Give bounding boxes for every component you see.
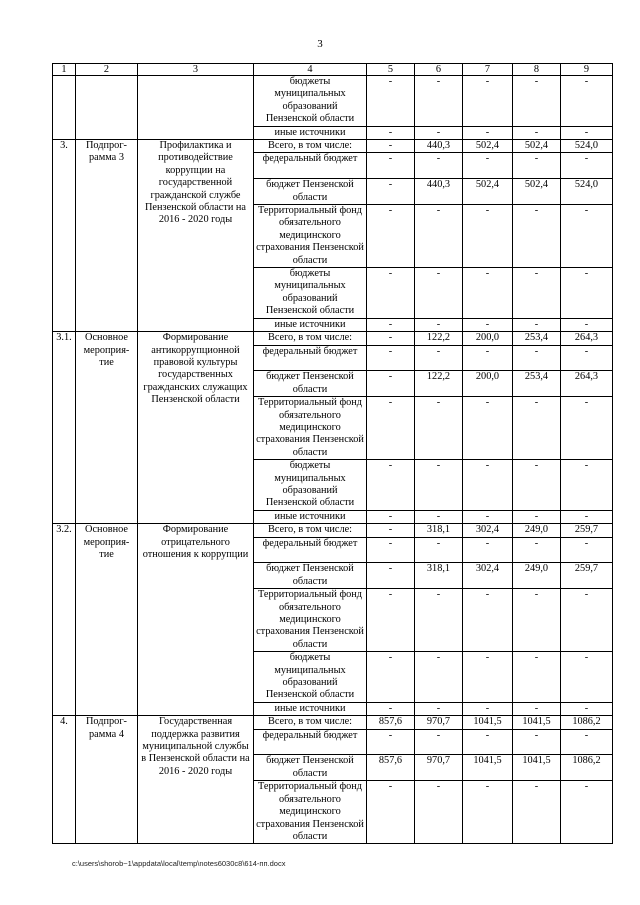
amount-cell: 253,4 bbox=[513, 332, 561, 345]
amount-cell: - bbox=[463, 589, 513, 652]
amount-cell: 502,4 bbox=[463, 179, 513, 205]
amount-cell: - bbox=[513, 153, 561, 179]
funding-source-cell: Всего, в том числе: bbox=[254, 332, 367, 345]
budget-table bbox=[52, 63, 613, 844]
funding-source-cell: бюджет Пензенской области bbox=[254, 371, 367, 397]
amount-cell: - bbox=[513, 345, 561, 371]
amount-cell: - bbox=[513, 268, 561, 319]
amount-cell: - bbox=[463, 397, 513, 460]
item-number-cell bbox=[53, 76, 76, 140]
table-row bbox=[53, 716, 613, 729]
amount-cell: - bbox=[415, 345, 463, 371]
amount-cell: - bbox=[463, 702, 513, 715]
funding-source-cell: федеральный бюджет bbox=[254, 153, 367, 179]
amount-cell: - bbox=[561, 318, 613, 331]
amount-cell: 857,6 bbox=[367, 716, 415, 729]
amount-cell: 318,1 bbox=[415, 563, 463, 589]
table-header-row bbox=[53, 64, 613, 76]
amount-cell: - bbox=[513, 76, 561, 127]
item-type-cell: Подпрог-рамма 3 bbox=[76, 140, 138, 332]
amount-cell: - bbox=[415, 510, 463, 523]
amount-cell: 253,4 bbox=[513, 371, 561, 397]
amount-cell: 264,3 bbox=[561, 371, 613, 397]
amount-cell: 122,2 bbox=[415, 371, 463, 397]
amount-cell: 970,7 bbox=[415, 755, 463, 781]
file-path-footer: c:\users\shorob~1\appdata\local\temp\notes6030c8\614-пп.docx bbox=[72, 859, 286, 868]
amount-cell: 502,4 bbox=[513, 179, 561, 205]
table-row bbox=[53, 524, 613, 537]
amount-cell: - bbox=[367, 589, 415, 652]
amount-cell: 264,3 bbox=[561, 332, 613, 345]
amount-cell: - bbox=[561, 702, 613, 715]
item-type-cell: Подпрог-рамма 4 bbox=[76, 716, 138, 844]
amount-cell: - bbox=[513, 460, 561, 511]
column-header: 5 bbox=[367, 64, 415, 76]
amount-cell: - bbox=[367, 76, 415, 127]
amount-cell: 302,4 bbox=[463, 563, 513, 589]
amount-cell: - bbox=[513, 318, 561, 331]
amount-cell: - bbox=[367, 729, 415, 755]
amount-cell: 502,4 bbox=[513, 140, 561, 153]
amount-cell: - bbox=[463, 345, 513, 371]
amount-cell: 524,0 bbox=[561, 179, 613, 205]
amount-cell: - bbox=[561, 153, 613, 179]
amount-cell: - bbox=[415, 652, 463, 703]
amount-cell: - bbox=[367, 702, 415, 715]
funding-source-cell: бюджеты муниципальных образований Пензенской области bbox=[254, 460, 367, 511]
amount-cell: - bbox=[367, 397, 415, 460]
amount-cell: - bbox=[513, 781, 561, 844]
funding-source-cell: иные источники bbox=[254, 702, 367, 715]
amount-cell: 857,6 bbox=[367, 755, 415, 781]
amount-cell: - bbox=[463, 153, 513, 179]
amount-cell: - bbox=[463, 205, 513, 268]
item-description-cell: Профилактика и противодействие коррупции на государственной гражданской службе Пензенской области на 2016 - 2020 годы bbox=[138, 140, 254, 332]
amount-cell: - bbox=[561, 729, 613, 755]
item-type-cell: Основное мероприя-тие bbox=[76, 524, 138, 716]
item-description-cell: Формирование отрицательного отношения к коррупции bbox=[138, 524, 254, 716]
amount-cell: 259,7 bbox=[561, 524, 613, 537]
table-row bbox=[53, 140, 613, 153]
amount-cell: 122,2 bbox=[415, 332, 463, 345]
amount-cell: - bbox=[367, 524, 415, 537]
table-body bbox=[53, 64, 613, 844]
amount-cell: - bbox=[367, 537, 415, 563]
funding-source-cell: бюджет Пензенской области bbox=[254, 755, 367, 781]
column-header: 9 bbox=[561, 64, 613, 76]
amount-cell: 1041,5 bbox=[513, 755, 561, 781]
amount-cell: 200,0 bbox=[463, 371, 513, 397]
funding-source-cell: иные источники bbox=[254, 126, 367, 139]
amount-cell: - bbox=[415, 318, 463, 331]
amount-cell: - bbox=[561, 76, 613, 127]
amount-cell: - bbox=[463, 460, 513, 511]
amount-cell: - bbox=[463, 652, 513, 703]
amount-cell: - bbox=[415, 781, 463, 844]
funding-source-cell: федеральный бюджет bbox=[254, 729, 367, 755]
amount-cell: - bbox=[367, 318, 415, 331]
amount-cell: - bbox=[463, 76, 513, 127]
funding-source-cell: бюджеты муниципальных образований Пензенской области bbox=[254, 76, 367, 127]
amount-cell: - bbox=[415, 729, 463, 755]
column-header: 6 bbox=[415, 64, 463, 76]
amount-cell: - bbox=[367, 140, 415, 153]
funding-source-cell: бюджет Пензенской области bbox=[254, 179, 367, 205]
amount-cell: 524,0 bbox=[561, 140, 613, 153]
amount-cell: 1086,2 bbox=[561, 755, 613, 781]
amount-cell: - bbox=[415, 460, 463, 511]
amount-cell: 249,0 bbox=[513, 524, 561, 537]
amount-cell: - bbox=[561, 781, 613, 844]
amount-cell: - bbox=[463, 268, 513, 319]
funding-source-cell: Всего, в том числе: bbox=[254, 524, 367, 537]
column-header: 4 bbox=[254, 64, 367, 76]
amount-cell: - bbox=[367, 652, 415, 703]
amount-cell: - bbox=[415, 268, 463, 319]
amount-cell: - bbox=[561, 205, 613, 268]
amount-cell: - bbox=[367, 153, 415, 179]
amount-cell: - bbox=[513, 126, 561, 139]
funding-source-cell: Территориальный фонд обязательного медицинского страхования Пензенской области bbox=[254, 205, 367, 268]
amount-cell: - bbox=[561, 126, 613, 139]
amount-cell: - bbox=[367, 563, 415, 589]
amount-cell: - bbox=[367, 371, 415, 397]
amount-cell: - bbox=[561, 397, 613, 460]
amount-cell: - bbox=[415, 589, 463, 652]
funding-source-cell: федеральный бюджет bbox=[254, 345, 367, 371]
amount-cell: - bbox=[561, 652, 613, 703]
amount-cell: - bbox=[415, 76, 463, 127]
amount-cell: - bbox=[513, 702, 561, 715]
amount-cell: - bbox=[367, 510, 415, 523]
page-number: 3 bbox=[317, 38, 323, 50]
funding-source-cell: бюджеты муниципальных образований Пензенской области bbox=[254, 268, 367, 319]
funding-source-cell: Территориальный фонд обязательного медицинского страхования Пензенской области bbox=[254, 589, 367, 652]
funding-source-cell: федеральный бюджет bbox=[254, 537, 367, 563]
funding-source-cell: иные источники bbox=[254, 318, 367, 331]
amount-cell: - bbox=[561, 537, 613, 563]
column-header: 8 bbox=[513, 64, 561, 76]
amount-cell: 249,0 bbox=[513, 563, 561, 589]
funding-source-cell: Территориальный фонд обязательного медицинского страхования Пензенской области bbox=[254, 781, 367, 844]
amount-cell: - bbox=[513, 729, 561, 755]
amount-cell: - bbox=[415, 702, 463, 715]
amount-cell: - bbox=[561, 268, 613, 319]
amount-cell: 318,1 bbox=[415, 524, 463, 537]
funding-source-cell: Всего, в том числе: bbox=[254, 716, 367, 729]
item-type-cell: Основное мероприя-тие bbox=[76, 332, 138, 524]
amount-cell: - bbox=[561, 460, 613, 511]
amount-cell: 259,7 bbox=[561, 563, 613, 589]
item-description-cell: Формирование антикоррупционной правовой культуры государственных гражданских служащих Пензенской области bbox=[138, 332, 254, 524]
column-header: 3 bbox=[138, 64, 254, 76]
funding-source-cell: Всего, в том числе: bbox=[254, 140, 367, 153]
amount-cell: - bbox=[463, 510, 513, 523]
funding-source-cell: бюджеты муниципальных образований Пензенской области bbox=[254, 652, 367, 703]
column-header: 1 bbox=[53, 64, 76, 76]
amount-cell: 1041,5 bbox=[513, 716, 561, 729]
amount-cell: - bbox=[367, 126, 415, 139]
amount-cell: 502,4 bbox=[463, 140, 513, 153]
amount-cell: - bbox=[561, 510, 613, 523]
item-number-cell: 4. bbox=[53, 716, 76, 844]
table-row bbox=[53, 332, 613, 345]
amount-cell: - bbox=[463, 126, 513, 139]
amount-cell: 970,7 bbox=[415, 716, 463, 729]
amount-cell: - bbox=[367, 179, 415, 205]
column-header: 2 bbox=[76, 64, 138, 76]
amount-cell: - bbox=[415, 205, 463, 268]
table-row bbox=[53, 76, 613, 127]
amount-cell: - bbox=[463, 729, 513, 755]
funding-source-cell: Территориальный фонд обязательного медицинского страхования Пензенской области bbox=[254, 397, 367, 460]
amount-cell: 302,4 bbox=[463, 524, 513, 537]
amount-cell: - bbox=[367, 781, 415, 844]
item-description-cell: Государственная поддержка развития муниципальной службы в Пензенской области на 2016 - 2020 годы bbox=[138, 716, 254, 844]
amount-cell: 1041,5 bbox=[463, 755, 513, 781]
amount-cell: - bbox=[561, 345, 613, 371]
item-number-cell: 3.1. bbox=[53, 332, 76, 524]
amount-cell: 200,0 bbox=[463, 332, 513, 345]
amount-cell: 440,3 bbox=[415, 140, 463, 153]
amount-cell: - bbox=[415, 153, 463, 179]
amount-cell: - bbox=[513, 510, 561, 523]
amount-cell: 440,3 bbox=[415, 179, 463, 205]
amount-cell: 1041,5 bbox=[463, 716, 513, 729]
amount-cell: 1086,2 bbox=[561, 716, 613, 729]
amount-cell: - bbox=[415, 126, 463, 139]
amount-cell: - bbox=[513, 205, 561, 268]
amount-cell: - bbox=[367, 345, 415, 371]
amount-cell: - bbox=[561, 589, 613, 652]
item-description-cell bbox=[138, 76, 254, 140]
amount-cell: - bbox=[513, 589, 561, 652]
amount-cell: - bbox=[463, 318, 513, 331]
amount-cell: - bbox=[415, 537, 463, 563]
amount-cell: - bbox=[513, 397, 561, 460]
amount-cell: - bbox=[367, 332, 415, 345]
amount-cell: - bbox=[513, 652, 561, 703]
amount-cell: - bbox=[367, 460, 415, 511]
funding-source-cell: бюджет Пензенской области bbox=[254, 563, 367, 589]
item-number-cell: 3.2. bbox=[53, 524, 76, 716]
item-type-cell bbox=[76, 76, 138, 140]
amount-cell: - bbox=[463, 537, 513, 563]
amount-cell: - bbox=[463, 781, 513, 844]
amount-cell: - bbox=[415, 397, 463, 460]
amount-cell: - bbox=[367, 205, 415, 268]
column-header: 7 bbox=[463, 64, 513, 76]
funding-source-cell: иные источники bbox=[254, 510, 367, 523]
amount-cell: - bbox=[513, 537, 561, 563]
amount-cell: - bbox=[367, 268, 415, 319]
item-number-cell: 3. bbox=[53, 140, 76, 332]
